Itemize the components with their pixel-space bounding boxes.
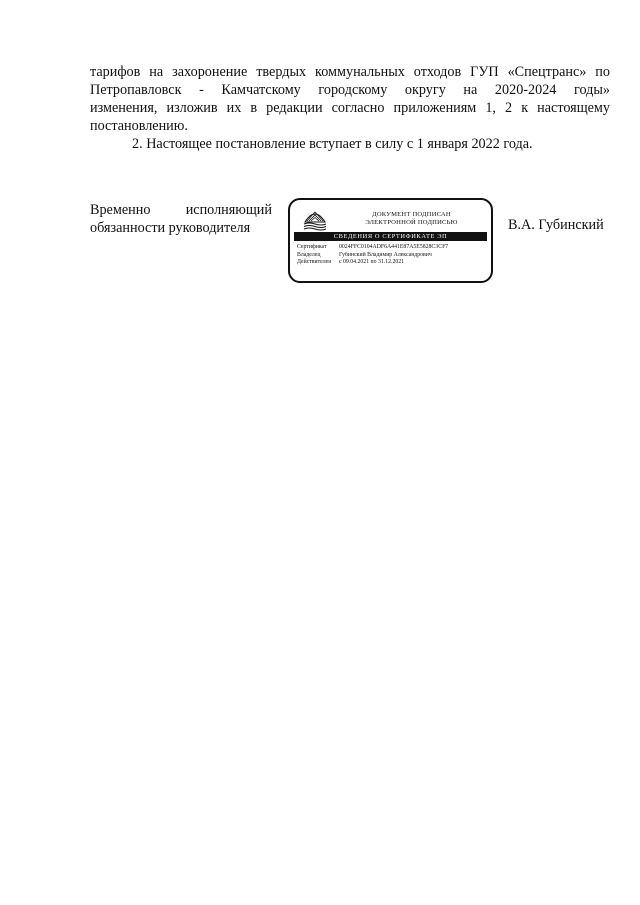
certificate-row-value: 0024FFC0104ADF6A441E87A5E5828C3CF7: [339, 244, 449, 250]
certificate-row-value: Губинский Владимир Александрович: [339, 251, 432, 258]
stamp-title: [338, 211, 485, 226]
certificate-info-band: СВЕДЕНИЯ О СЕРТИФИКАТЕ ЭП: [294, 232, 487, 241]
body-line: изменения, изложив их в редакции согласно приложениям 1, 2 к настоящему: [90, 100, 610, 116]
body-paragraph-2: [90, 135, 610, 153]
stamp-title-line: ЭЛЕКТРОННОЙ ПОДПИСЬЮ: [365, 218, 458, 226]
certificate-row-label: Владелец: [297, 251, 321, 258]
certificate-row-label: Сертификат: [297, 244, 327, 250]
certificate-details: [297, 244, 487, 267]
body-paragraph-1: [90, 63, 610, 135]
signatory-name: В.А. Губинский: [508, 217, 604, 233]
coat-of-arms-icon: [302, 208, 328, 232]
body-line: постановлению.: [90, 118, 188, 134]
certificate-row-value: с 09.04.2021 по 31.12.2021: [339, 259, 405, 266]
signatory-position: [90, 201, 272, 237]
certificate-row-label: Действителен: [297, 259, 332, 266]
stamp-title-line: ДОКУМЕНТ ПОДПИСАН: [372, 211, 451, 218]
certificate-row: [297, 244, 487, 252]
certificate-row: [297, 259, 487, 267]
effective-date-clause: 2. Настоящее постановление вступает в силу с 1 января 2022 года.: [132, 136, 533, 152]
body-line: тарифов на захоронение твердых коммунальных отходов ГУП «Спецтранс» по: [90, 64, 610, 80]
signatory-position-line: обязанности руководителя: [90, 220, 251, 236]
body-line: Петропавловск - Камчатскому городскому округу на 2020-2024 годы»: [90, 82, 610, 98]
electronic-signature-stamp: [288, 198, 493, 283]
signatory-position-line: Временно исполняющий: [90, 202, 272, 218]
